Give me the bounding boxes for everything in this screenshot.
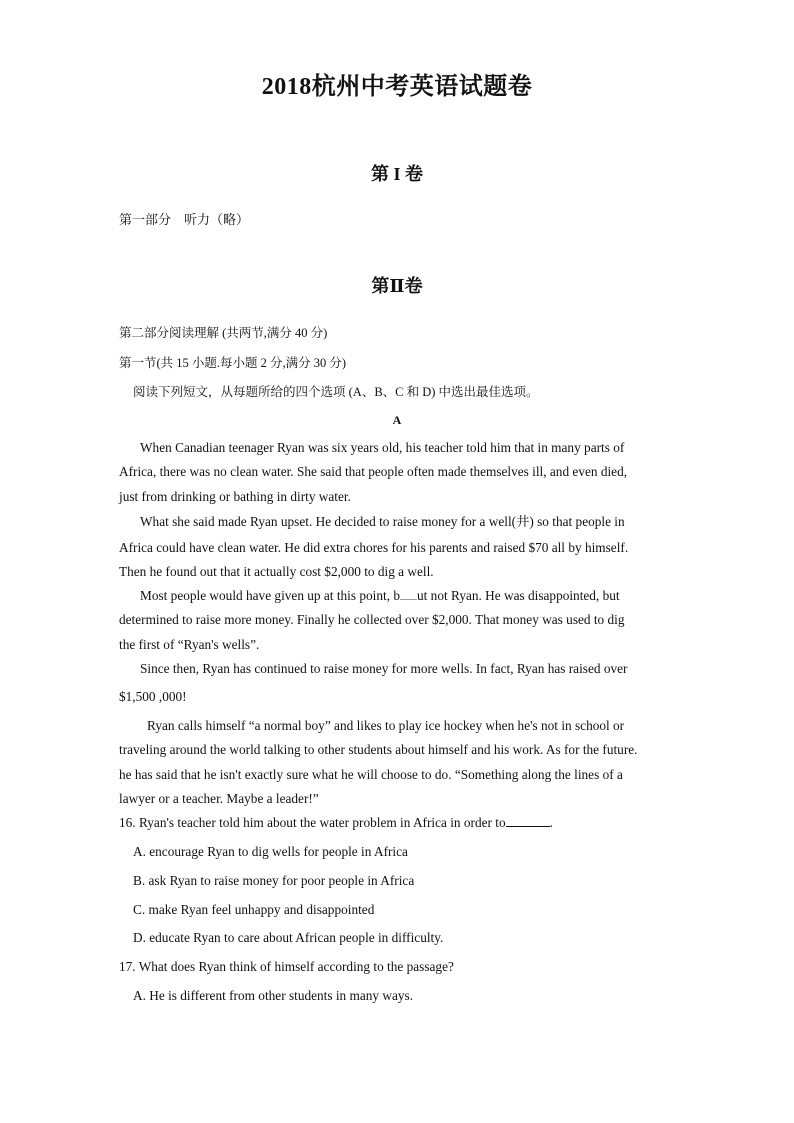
part-1-heading: 第一部分 听力（略） <box>119 212 250 227</box>
volume-1-heading: 第 I 卷 <box>370 164 423 184</box>
passage-line: $1,500 ,000! <box>119 689 187 704</box>
option-b: B. ask Ryan to raise money for poor people in Africa <box>133 873 415 888</box>
passage-line: Africa, there was no clean water. She said that people often made themselves ill, and even died, <box>119 464 628 479</box>
instruction-text: 阅读下列短文，从每题所给的四个选项 (A、B、C 和 D) 中选出最佳选项。 <box>133 385 539 399</box>
passage-text: ut not Ryan. He was disappointed, but <box>417 588 620 603</box>
page-title: 2018杭州中考英语试题卷 <box>261 74 533 100</box>
question-17-stem: 17. What does Ryan think of himself according to the passage? <box>119 959 454 974</box>
volume-2-heading: 第Ⅱ卷 <box>371 276 423 296</box>
question-16-stem <box>119 815 553 831</box>
option-a: A. He is different from other students in many ways. <box>133 988 414 1003</box>
answer-blank <box>506 816 550 827</box>
passage-line: traveling around the world talking to other students about himself and his work. As for the future. <box>119 742 638 757</box>
passage-line: Then he found out that it actually cost $2,000 to dig a well. <box>119 564 434 579</box>
option-d: D. educate Ryan to care about African people in difficulty. <box>133 930 444 945</box>
passage-line: determined to raise more money. Finally he collected over $2,000. That money was used to dig <box>119 612 625 627</box>
passage-line: just from drinking or bathing in dirty water. <box>119 489 351 504</box>
passage-line: Africa could have clean water. He did extra chores for his parents and raised $70 all by himself. <box>119 540 629 555</box>
passage-line: the first of “Ryan's wells”. <box>119 637 260 652</box>
passage-line: What she said made Ryan upset. He decided to raise money for a well(井) so that people in <box>140 514 625 529</box>
question-text: 16. Ryan's teacher told him about the water problem in Africa in order to <box>119 815 506 830</box>
passage-line: Since then, Ryan has continued to raise money for more wells. In fact, Ryan has raised over <box>140 661 628 676</box>
passage-text: Most people would have given up at this point, b <box>140 588 400 603</box>
highlight-mark <box>400 590 417 600</box>
passage-line <box>140 584 620 609</box>
passage-line: lawyer or a teacher. Maybe a leader!” <box>119 791 319 806</box>
option-c: C. make Ryan feel unhappy and disappointed <box>133 902 375 917</box>
passage-line: Ryan calls himself “a normal boy” and likes to play ice hockey when he's not in school or <box>147 718 625 733</box>
passage-line: he has said that he isn't exactly sure what he will choose to do. “Something along the lines of a <box>119 767 623 782</box>
part-2-heading: 第二部分阅读理解 (共两节,满分 40 分) <box>119 326 328 340</box>
option-a: A. encourage Ryan to dig wells for people in Africa <box>133 844 408 859</box>
passage-line: When Canadian teenager Ryan was six years old, his teacher told him that in many parts of <box>140 440 625 455</box>
section-1-heading: 第一节(共 15 小题.每小题 2 分,满分 30 分) <box>119 356 347 370</box>
passage-label: A <box>392 413 402 427</box>
question-text-end: . <box>549 815 553 830</box>
